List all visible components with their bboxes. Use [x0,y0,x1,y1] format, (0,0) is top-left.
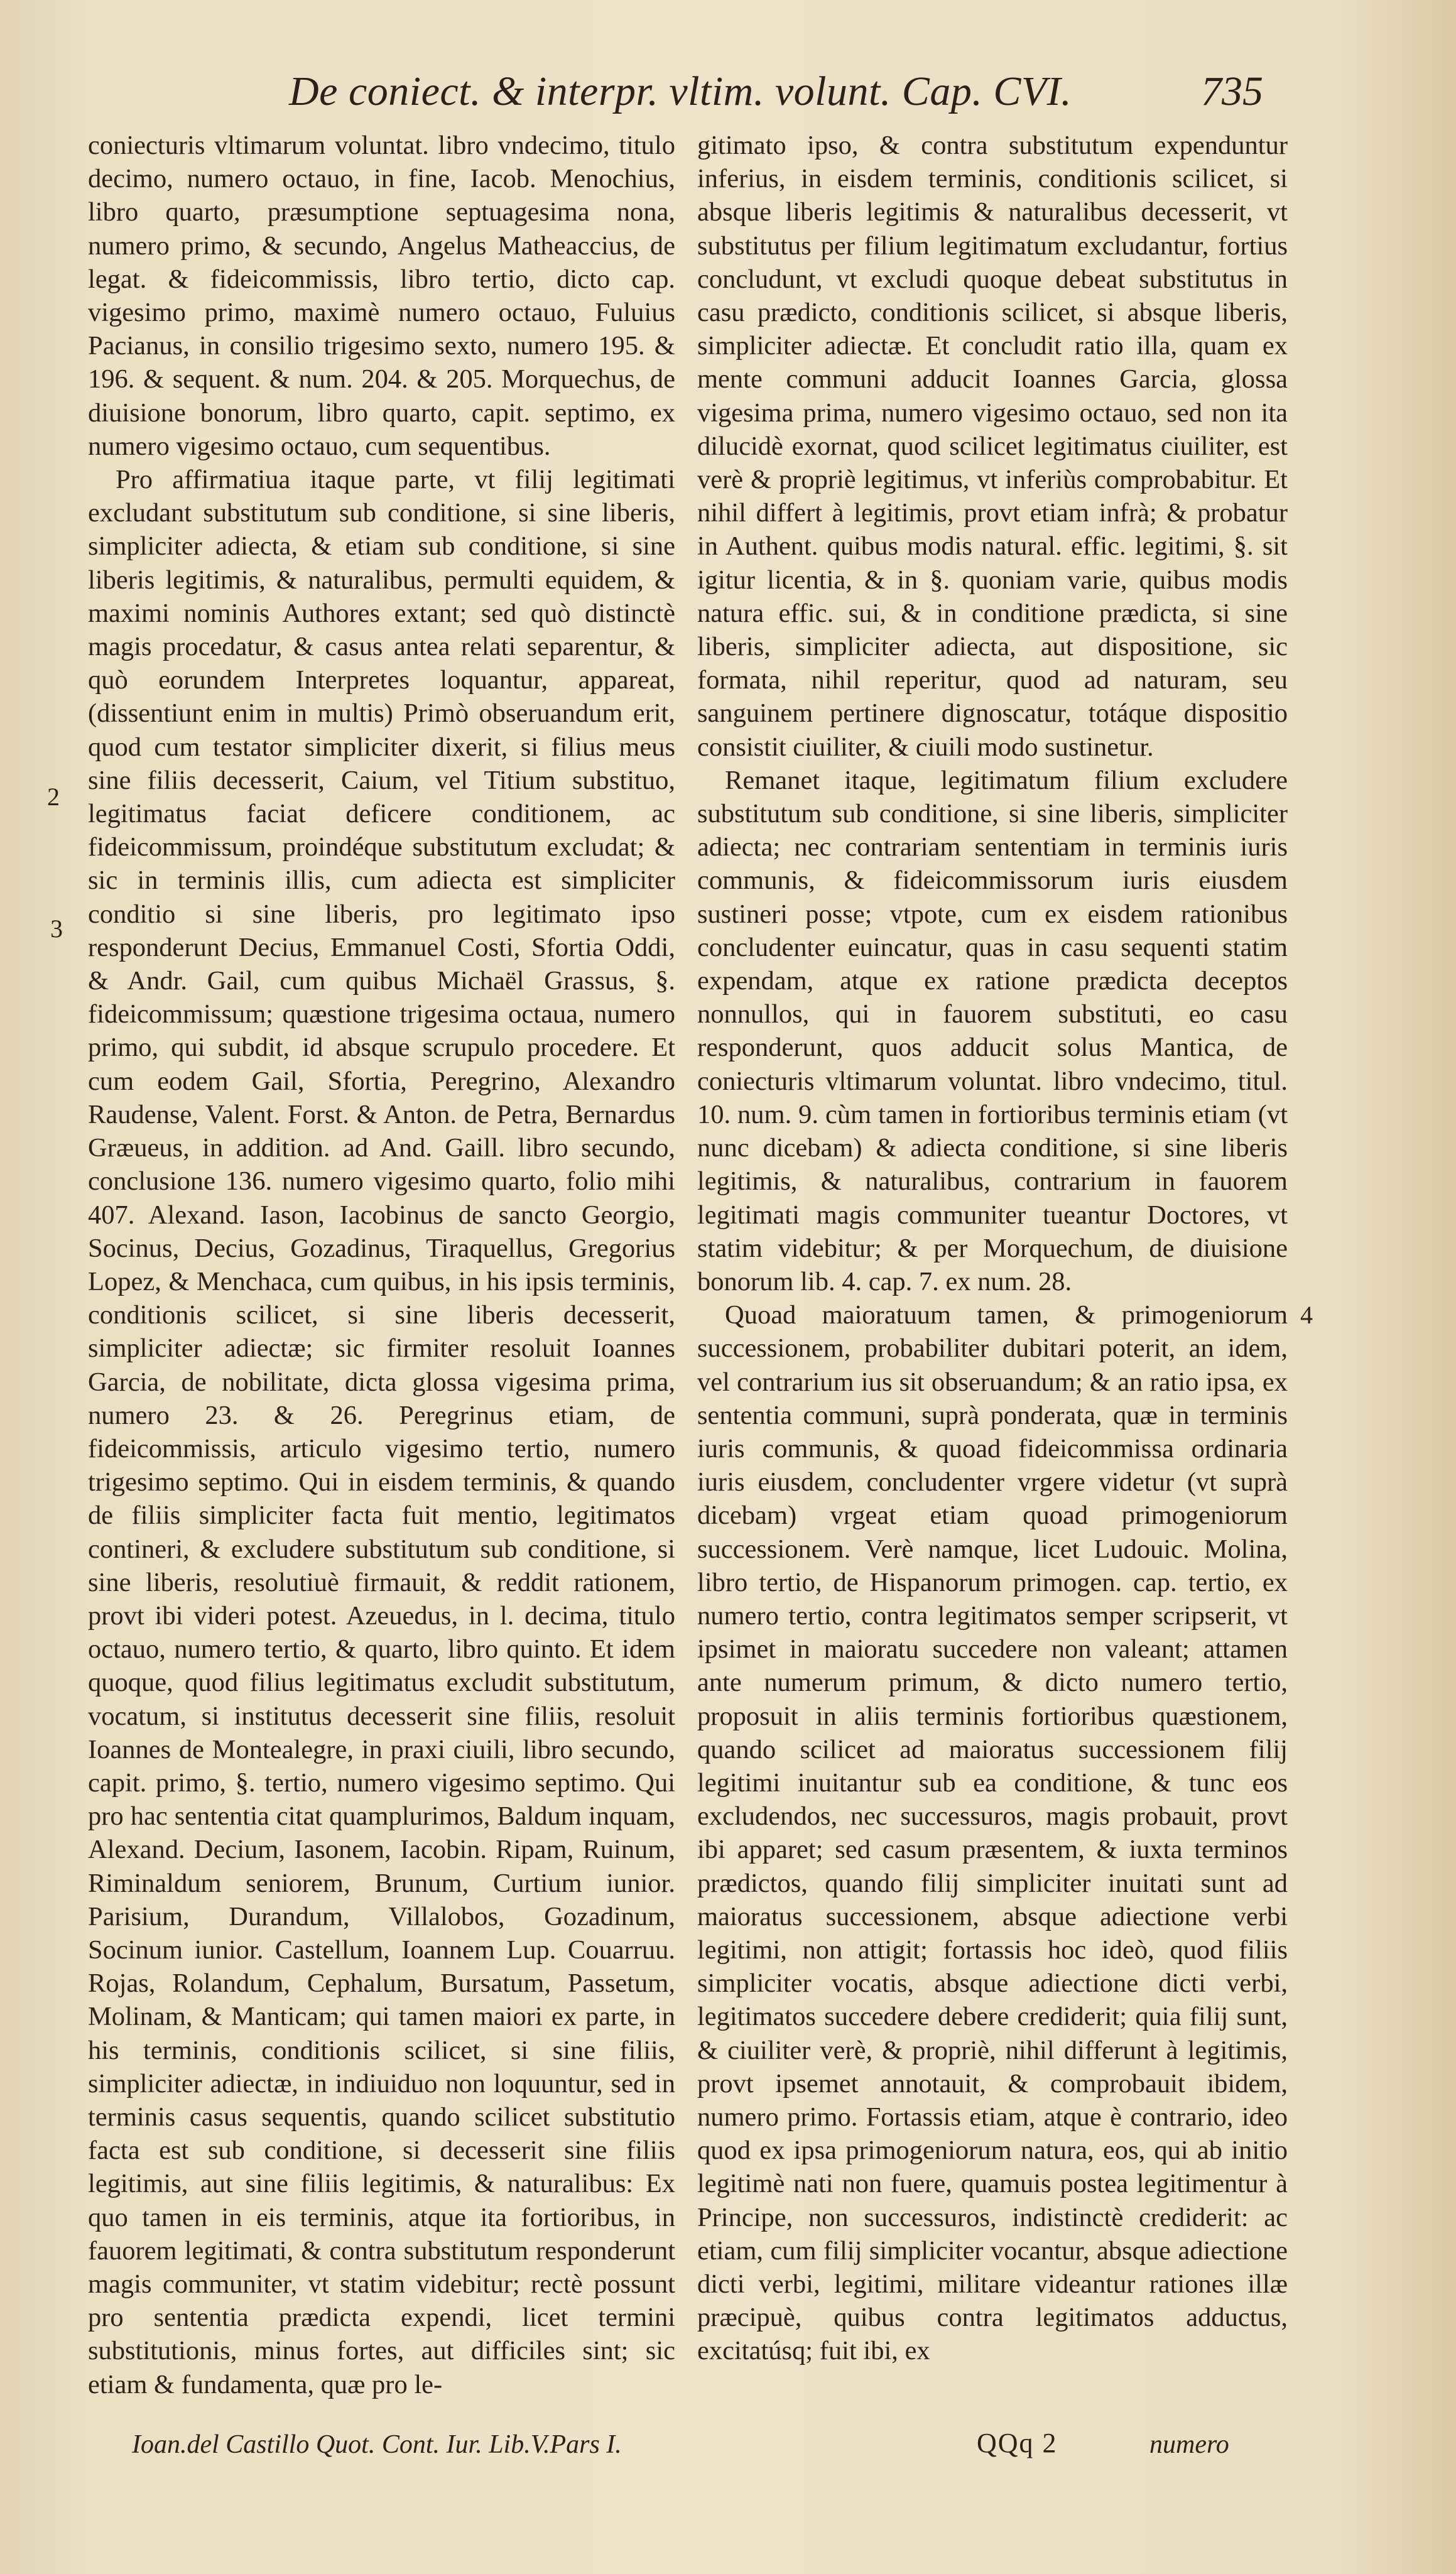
page-number: 735 [1201,68,1263,114]
paragraph: Quoad maioratuum tamen, & primogeniorum successionem, probabiliter dubitari poterit, an idem, vel contrarium ius sit obseruandum; & an ratio ipsa, ex sententia communi, suprà ponderata, quæ in terminis iuris communis, & quoad fideicommissa ordinaria iuris eiusdem, concludenter vrgere videtur (vt suprà dicebam) vrgeat etiam quoad primogeniorum successionem. Verè namque, licet Ludouic. Molina, libro tertio, de Hispanorum primogen. cap. tertio, ex numero tertio, contra legitimatos semper scripserit, vt ipsimet in maioratu succedere non valeant; attamen ante numerum primum, & dicto numero tertio, proposuit in aliis terminis fortioribus quæstionem, quando scilicet ad maioratus successionem filij legitimi inuitantur sub ea conditione, & tunc eos excludendos, nec successuros, magis probauit, provt ibi apparet; sed casum præsentem, & iuxta terminos prædictos, quando filij simpliciter inuitati sunt ad maioratus successionem, absque adiectione verbi legitimi, non attigit; fortassis hoc ideò, quod filiis simpliciter vocatis, absque adiectione dicti verbi, legitimatos succedere debere crediderit; quia filij sunt, & ciuiliter verè, & propriè, nihil differunt à legitimis, provt ipsemet annotauit, & comprobauit ibidem, numero primo. Fortassis etiam, atque è contrario, ideo quod ex ipsa primogeniorum natura, eos, qui ab initio legitimè nati non fuere, quamuis postea legitimentur à Principe, non successuros, indistinctè crediderit: ac etiam, cum filij simpliciter vocantur, absque adiectione dicti verbi, legitimi, militare videantur rationes illæ præcipuè, quibus contra legitimatos adductus, excitatúsq; fuit ibi, ex [697,1300,1288,2366]
signature-mark: QQq 2 [977,2428,1058,2458]
margin-note: 2 [47,783,60,811]
paragraph: gitimato ipso, & contra substitutum expenduntur inferius, in eisdem terminis, conditionis scilicet, si absque liberis legitimis & naturalibus decesserit, vt substitutus per filium legitimatum excludantur, fortius concludunt, vt excludi quoque debeat substitutus in casu prædicto, conditionis scilicet, si absque liberis, simpliciter adiectæ. Et concludit ratio illa, quam ex mente communi adducit Ioannes Garcia, glossa vigesima prima, numero vigesimo octauo, sed non ita dilucidè exornat, quod scilicet legitimatus ciuiliter, est verè & propriè legitimus, vt inferiùs comprobabitur. Et nihil differt à legitimis, provt etiam infrà; & probatur in Authent. quibus modis natural. effic. legitimi, §. sit igitur licentia, & in §. quoniam varie, quibus modis natura effic. sui, & in conditione prædicta, si sine liberis, simpliciter adiecta, aut dispositione, sic formata, nihil reperitur, quod ad naturam, seu sanguinem pertinere dignoscatur, totáque dispositio consistit ciuiliter, & ciuili modo sustinetur. [697,131,1288,762]
margin-note: 3 [50,915,63,943]
left-column [88,129,675,2401]
footer-book-reference: Ioan.del Castillo Quot. Cont. Iur. Lib.V.Pars I. [132,2430,622,2459]
running-head: De coniect. & interpr. vltim. volunt. Cap. CVI. [289,68,1072,114]
right-column [697,129,1288,2368]
paragraph: Remanet itaque, legitimatum filium excludere substitutum sub conditione, si sine liberis, simpliciter adiecta; nec contrariam sententiam in terminis iuris communis, & fideicommissorum iuris eiusdem sustineri posse; vtpote, cum ex eisdem rationibus concludenter euincatur, quas in casu sequenti statim expendam, atque ex ratione prædicta deceptos nonnullos, qui in fauorem substituti, eo casu responderunt, quos adducit solus Mantica, de coniecturis vltimarum voluntat. libro vndecimo, titul. 10. num. 9. cùm tamen in fortioribus terminis etiam (vt nunc dicebam) & adiecta conditione, si sine liberis legitimis, & naturalibus, contrarium in fauorem legitimati magis communiter tueantur Doctores, vt statim videbitur; & per Morquechum, de diuisione bonorum lib. 4. cap. 7. ex num. 28. [697,765,1288,1296]
paragraph: coniecturis vltimarum voluntat. libro vndecimo, titulo decimo, numero octauo, in fine, Iacob. Menochius, libro quarto, præsumptione septuagesima nona, numero primo, & secundo, Angelus Matheaccius, de legat. & fideicommissis, libro tertio, dicto cap. vigesimo primo, maximè numero octauo, Fuluius Pacianus, in consilio trigesimo sexto, numero 195. & 196. & sequent. & num. 204. & 205. Morquechus, de diuisione bonorum, libro quarto, capit. septimo, ex numero vigesimo octauo, cum sequentibus. [88,131,675,461]
catchword: numero [1149,2430,1229,2459]
paragraph: Pro affirmatiua itaque parte, vt filij legitimati excludant substitutum sub conditione, si sine liberis, simpliciter adiecta, & etiam sub conditione, si sine liberis legitimis, & naturalibus, permulti equidem, & maximi nominis Authores extant; sed quò distinctè magis procedatur, & casus antea relati separentur, & quò eorundem Interpretes loquantur, appareat, (dissentiunt enim in multis) Primò obseruandum erit, quod cum testator simpliciter dixerit, si filius meus sine filiis decesserit, Caium, vel Titium substituo, legitimatus faciat deficere conditionem, ac fideicommissum, proindéque substitutum excludat; & sic in terminis illis, cum adiecta est simpliciter conditio si sine liberis, pro legitimato ipso responderunt Decius, Emmanuel Costi, Sfortia Oddi, & Andr. Gail, cum quibus Michaël Grassus, §. fideicommissum; quæstione trigesima octaua, numero primo, qui subdit, id absque scrupulo procedere. Et cum eodem Gail, Sfortia, Peregrino, Alexandro Raudense, Valent. Forst. & Anton. de Petra, Bernardus Græueus, in addition. ad And. Gaill. libro secundo, conclusione 136. numero vigesimo quarto, folio mihi 407. Alexand. Iason, Iacobinus de sancto Georgio, Socinus, Decius, Gozadinus, Tiraquellus, Gregorius Lopez, & Menchaca, cum quibus, in his ipsis terminis, conditionis scilicet, si sine liberis decesserit, simpliciter adiectæ; sic firmiter resoluit Ioannes Garcia, de nobilitate, dicta glossa vigesima prima, numero 23. & 26. Peregrinus etiam, de fideicommissis, articulo vigesimo tertio, numero trigesimo septimo. Qui in eisdem terminis, & quando de filiis simpliciter facta fuit mentio, legitimatos contineri, & excludere substitutum sub conditione, si sine liberis, resolutiuè firmauit, & reddit rationem, provt ibi videri potest. Azeuedus, in l. decima, titulo octauo, numero tertio, & quarto, libro quinto. Et idem quoque, quod filius legitimatus excludit substitutum, vocatum, si institutus decesserit sine filiis, resoluit Ioannes de Montealegre, in praxi ciuili, libro secundo, capit. primo, §. tertio, numero vigesimo septimo. Qui pro hac sententia citat quamplurimos, Baldum inquam, Alexand. Decium, Iasonem, Iacobin. Ripam, Ruinum, Riminaldum seniorem, Brunum, Curtium iunior. Parisium, Durandum, Villalobos, Gozadinum, Socinum iunior. Castellum, Ioannem Lup. Couarruu. Rojas, Rolandum, Cephalum, Bursatum, Passetum, Molinam, & Manticam; qui tamen maiori ex parte, in his terminis, conditionis scilicet, si sine filiis, simpliciter adiectæ, in indiuiduo non loquuntur, sed in terminis casus sequentis, quando scilicet substitutio facta est sub conditione, si decesserit sine filiis legitimis, aut sine filiis legitimis, & naturalibus: Ex quo tamen in eis terminis, atque ita fortioribus, in fauorem legitimati, & contra substitutum responderunt magis communiter, vt statim videbitur; rectè possunt pro sententia prædicta expendi, licet termini substitutionis, minus fortes, aut difficiles sint; sic etiam & fundamenta, quæ pro le- [88,465,675,2399]
margin-note: 4 [1300,1301,1313,1329]
